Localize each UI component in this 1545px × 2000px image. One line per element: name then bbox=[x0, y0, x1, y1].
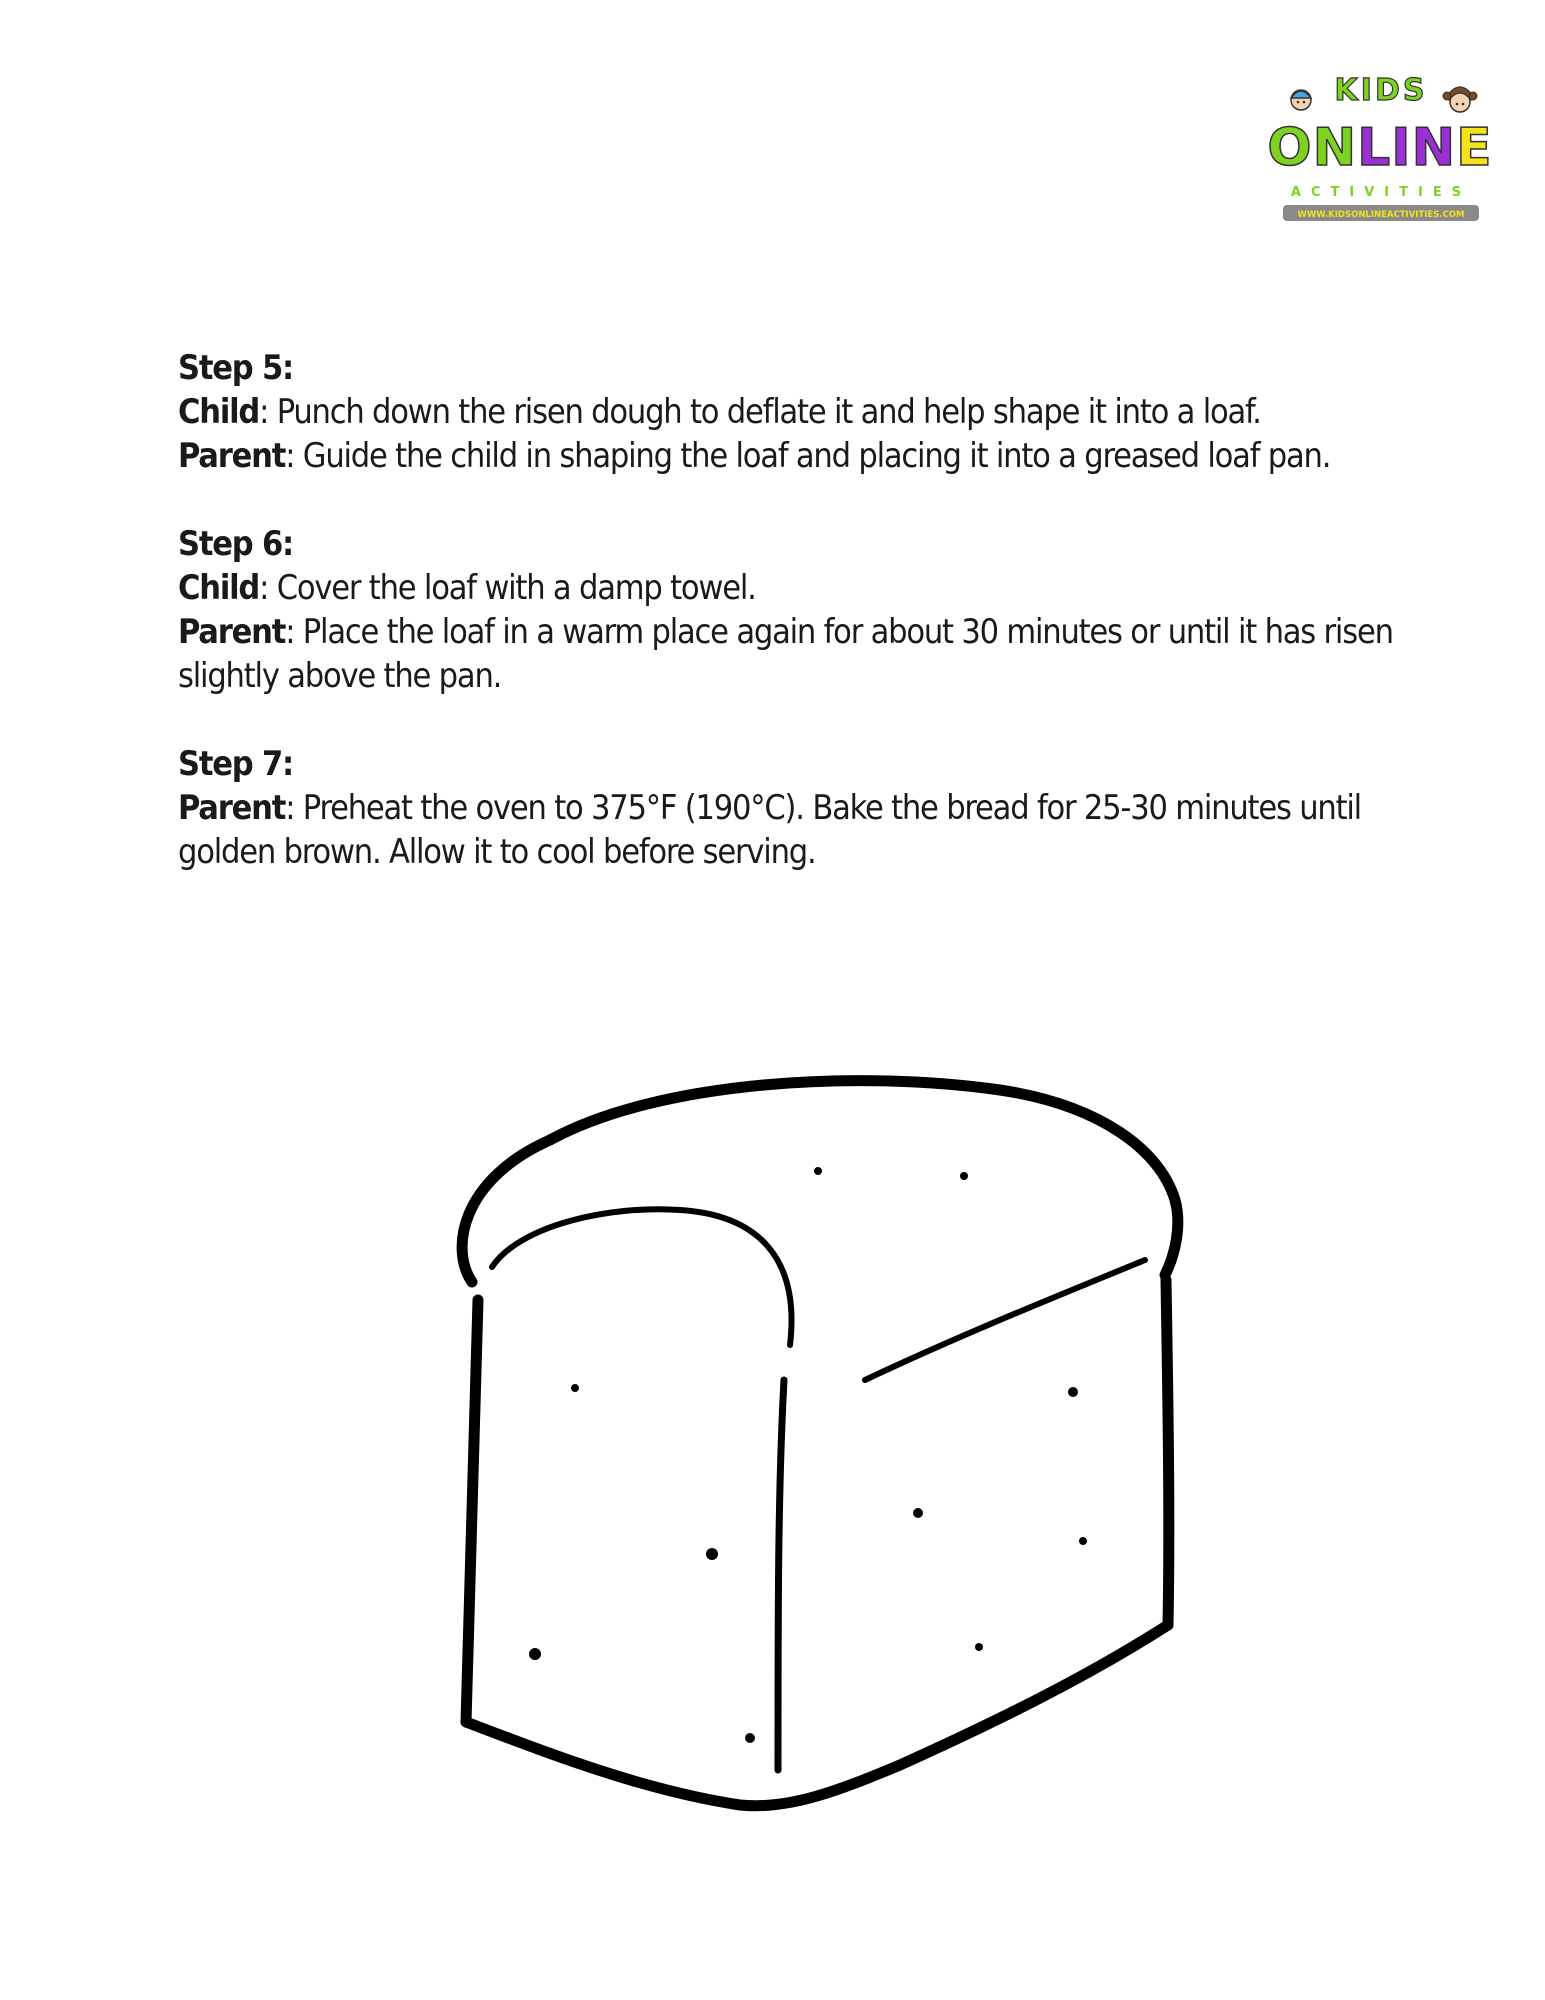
girl-face-icon bbox=[1443, 87, 1477, 112]
step-line bbox=[178, 390, 1408, 434]
step-title: Step 6: bbox=[178, 524, 294, 564]
role-label: Child bbox=[178, 392, 260, 432]
step-line bbox=[178, 566, 1408, 610]
step-line bbox=[178, 610, 1408, 698]
logo-kids-text: KIDS bbox=[1334, 73, 1428, 108]
step-title: Step 7: bbox=[178, 744, 294, 784]
role-label: Child bbox=[178, 568, 260, 608]
step-line bbox=[178, 434, 1408, 478]
logo-activities-text: ACTIVITIES bbox=[1290, 185, 1472, 200]
bread-loaf-icon bbox=[440, 1050, 1220, 1860]
logo-url-text: WWW.KIDSONLINEACTIVITIES.COM bbox=[1297, 210, 1465, 220]
step-text: : Punch down the risen dough to deflate it and help shape it into a loaf. bbox=[259, 392, 1261, 432]
step-text: : Place the loaf in a warm place again for about 30 minutes or until it has risen slightly above the pan. bbox=[178, 612, 1393, 696]
recipe-steps bbox=[178, 346, 1408, 918]
step-text: : Preheat the oven to 375°F (190°C). Bake the bread for 25-30 minutes until golden brown. Allow it to cool before serving. bbox=[178, 788, 1361, 872]
role-label: Parent bbox=[178, 436, 286, 476]
step-5 bbox=[178, 346, 1408, 478]
step-text: : Guide the child in shaping the loaf and placing it into a greased loaf pan. bbox=[285, 436, 1331, 476]
role-label: Parent bbox=[178, 612, 286, 652]
boy-face-icon bbox=[1291, 90, 1311, 110]
role-label: Parent bbox=[178, 788, 286, 828]
step-text: : Cover the loaf with a damp towel. bbox=[259, 568, 756, 608]
kids-online-activities-logo bbox=[1265, 60, 1495, 230]
step-title: Step 5: bbox=[178, 348, 294, 388]
step-line bbox=[178, 786, 1408, 874]
step-6 bbox=[178, 522, 1408, 698]
step-7 bbox=[178, 742, 1408, 874]
logo-online-text: ONLINE bbox=[1267, 118, 1493, 178]
